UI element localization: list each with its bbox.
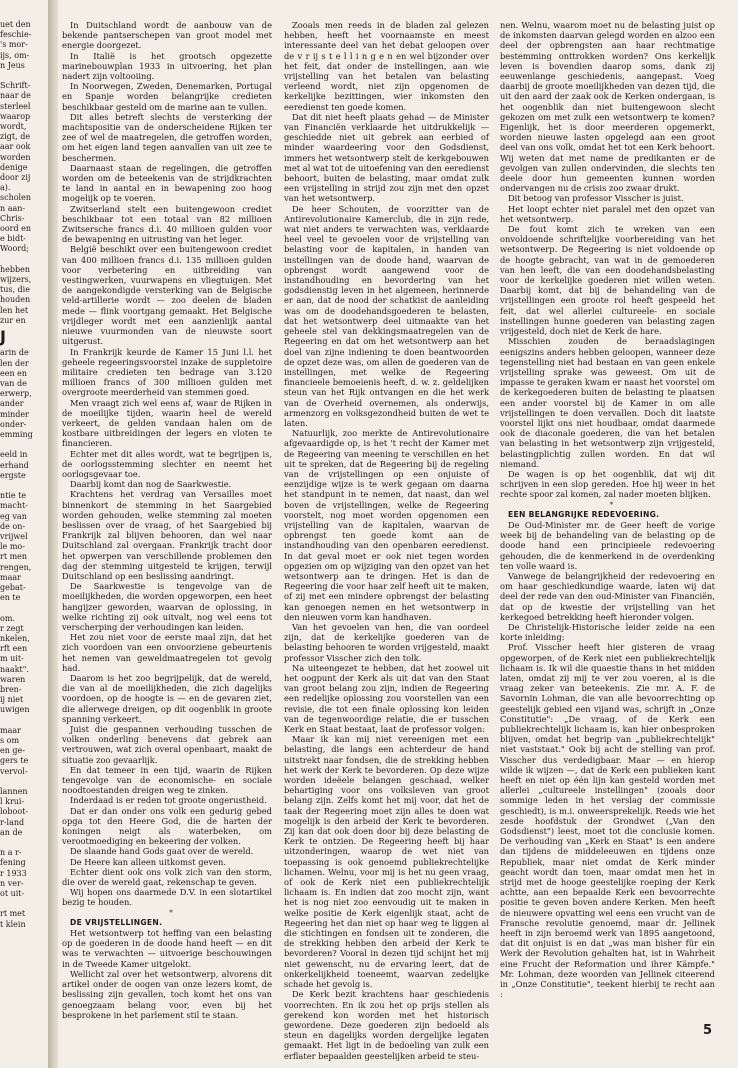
section-heading: EEN BELANGRIJKE REDEVOERING.: [508, 509, 660, 519]
paragraph: Dat er dan onder ons volk een gedurig gebed opga tot den Heere God, die de harten der koningen neigt als waterbeken, om verootmoediging en bekeering der volken.: [62, 805, 272, 847]
strip-line: macht-: [0, 501, 28, 511]
paragraph: Krachtens het verdrag van Versailles moet binnenkort de stemming in het Saargebied worden gehouden, welke stemming zal moeten beslissen over de vraag, of het Saargebied bij Frankrijk zal blijven behooren, dan wel naar Duitschland zal overgaan. Frankrijk tracht door het opwerpen van verschillende problemen den dag der stemming uitgesteld te krijgen, terwijl Duitschland op een beslissing aandringt.: [62, 489, 272, 581]
strip-line: n a r-: [0, 848, 22, 858]
strip-line: arin de: [0, 348, 29, 358]
strip-line: ijs, om-: [0, 50, 30, 60]
paragraph: Vanwege de belangrijkheid der redevoering en om haar geschiedkundige waarde, laten wij dat deel der rede van den oud-Minister van Financiën, dat op de kwestie der vrijstelling van het kerkegoed betrekking heeft hieronder volgen.: [500, 570, 715, 622]
strip-line: van de: [0, 378, 27, 388]
paragraph: In Italië is het grootsch opgezette marinebouwplan 1933 in uitvoering, het plan nadert zijn voltooiing.: [62, 50, 272, 82]
strip-line: t klein: [0, 919, 26, 929]
paragraph: De Kerk bezit krachtens haar geschiedenis voorrechten. En ik zou het op prijs stellen als gerekend kon worden met het historisch gewordene. Deze goederen zijn bedoeld als steun en dagelijks worden dergelijke legaten gemaakt. Het ligt in de bedoeling van zulk een erflater bepaalden geestelijken arbeid te steu-: [284, 989, 489, 1061]
strip-line: n ver-: [0, 878, 24, 888]
paragraph: Het wetsontwerp tot heffing van een belasting op de goederen in de doode hand heeft — en dit was te verwachten — uitvoerige beschouwingen in de Tweede Kamer uitgelokt.: [62, 928, 272, 969]
paragraph: En dat temeer in een tijd, waarin de Rijken tengevolge van de economische- en sociale noodtoestanden dreigen weg te zinken.: [62, 764, 272, 796]
paragraph: In Duitschland wordt de aanbouw van de bekende pantserschepen van groot model met energie doorgezet.: [62, 20, 272, 51]
paragraph: Zwitserland stelt een buitengewoon crediet beschikbaar tot een totaal van 82 millioen Zwitsersche francs d.i. 40 millioen gulden voor de bewapening en uitrusting van het leger.: [62, 203, 272, 245]
strip-line: feschie-: [0, 30, 32, 40]
strip-line: eg van: [0, 511, 27, 521]
strip-line: r 1933: [0, 868, 27, 878]
strip-line: [0, 777, 44, 787]
column-2: [284, 20, 489, 1061]
strip-line: waarop: [0, 111, 31, 121]
paragraph: De Heere kan alleen uitkomst geven.: [70, 856, 227, 867]
strip-line: bren-: [0, 685, 22, 694]
strip-line: scholen: [0, 193, 31, 203]
paragraph: nen. Welnu, waarom moet nu de belasting juist op de inkomsten daarvan gelegd worden en alzoo een deel der opbrengsten aan haar rechtmatige bestemming onttrokken worden? Ons kerkelijk leven is bovendien daarop soms, dank zij eeuwenlange geschiedenis, aangepast. Voeg daarbij de groote moeilijkheden van dezen tijd, die uit den aard der zaak ook de Kerken ondergaan, is het oogenblik dan niet buitengewoon slecht gekozen om met zulk een wetsontwerp te komen? Eigenlijk, het is door meerderen opgemerkt, worden nieuwe lasten opgelegd aan een groot deel van ons volk, omdat het tot een Kerk behoort. Wij weten dat met name de predikanten er de gevolgen van zullen ondervinden, die slechts ten deele door hun gemeenten kunnen worden ondervangen nu de crisis zoo zwaar drukt.: [500, 20, 715, 194]
strip-line: gers te: [0, 756, 29, 766]
strip-line: le mo-: [0, 542, 25, 552]
strip-line: [0, 838, 44, 848]
strip-line: maar: [0, 572, 21, 582]
strip-line: de on-: [0, 521, 26, 531]
strip-line: [0, 603, 44, 613]
section-heading: DE VRIJSTELLINGEN.: [70, 917, 163, 927]
strip-line: maar: [0, 725, 21, 735]
strip-line: e bidt-: [0, 234, 26, 244]
paragraph: De slaande hand Gods gaat over de wereld.: [70, 846, 254, 857]
strip-line: onder-: [0, 419, 27, 429]
paragraph: Dit alles betreft slechts de versterking der machtspositie van de onderscheidene Rijken ter zee of wel de maatregelen, die getroffen worden, om het eigen land tegen aanvallen van uit zee te beschermen.: [62, 111, 272, 163]
strip-line: Chris-: [0, 213, 25, 223]
strip-line: [0, 71, 44, 81]
strip-line: gebat-: [0, 582, 26, 592]
left-strip-column: [0, 20, 44, 1038]
page-binding-shadow: [48, 0, 58, 1068]
strip-line: zigt, de: [0, 132, 31, 142]
paragraph: De heer Schouten, de voorzitter van de Antirevolutionaire Kamerclub, die in zijn rede, wat niet anders te verwachten was, verklaarde heel veel te gevoelen voor de vrijstelling van belasting voor de kapitalen, in handen van instellingen van de doode hand, waarvan de opbrengst wordt aangewend voor de instandhouding en bevordering van het godsdienstig leven in het algemeen, herinnerde er aan, dat de nood der schatkist de aanleiding was om de doodehandsgoederen te belasten, dat het wetsontwerp deel uitmaakte van het geheele stel van dekkingsmaatregelen van de Regeering en dat om het wetsontwerp aan het doel van zijne indiening te doen beantwoorden de opzet deze was, om allen de goederen van de instellingen, met welke de Regeering financieele bemoeienis heeft, d. w. z. geldelijken steun van het Rijk ontvangen en die het werk van de Overheid overnemen, als onderwijs, armenzorg en volksgezondheid buiten de wet te laten.: [284, 203, 489, 428]
strip-line: door zij: [0, 173, 31, 183]
paragraph: Men vraagt zich wel eens af, waar de Rijken in de moeilijke tijden, waarin heel de wereld verkeert, de gelden vandaan halen om de kostbare uitbreidingen der legers en vloten te financieren.: [62, 397, 272, 449]
strip-line: rt men: [0, 552, 28, 562]
strip-line: [0, 481, 44, 491]
strip-line: fening: [0, 858, 26, 868]
strip-line: len der: [0, 358, 29, 368]
strip-line: naar de: [0, 91, 31, 101]
paragraph: Wij hopen ons daarmede D.V. in een slotartikel bezig te houden.: [62, 887, 272, 908]
strip-line: worden: [0, 152, 31, 162]
paragraph: De Oud-Minister mr. de Geer heeft de vorige week bij de behandeling van de belasting op de doode hand een principieele redevoering gehouden, die de kenmerkend in de overdenking ten volle waard is.: [500, 519, 715, 571]
paragraph: Van het gevoelen van hen, die van oordeel zijn, dat de kerkelijke goederen van de belasting behooren te worden vrijgesteld, maakt professor Visscher zich den tolk.: [284, 621, 489, 663]
strip-line: hebben: [0, 264, 31, 274]
strip-line: aar ook: [0, 142, 31, 152]
strip-line: zur en: [0, 315, 26, 325]
paragraph: Dit betoog van professor Visscher is juist.: [508, 193, 684, 204]
paragraph: De fout komt zich te wreken van een onvoldoende schriftelijke voorbereiding van het wetsontwerp. De Regeering is niet voldoende op de hoogte gebracht, van wat in de gemoederen van hen leeft, die van een doodehandsbelasting voor de kerkelijke goederen niet willen weten. Daarbij komt, dat bij de behandeling van de vrijstellingen een groote rol heeft gespeeld het feit, dat wel allerlei cultureele- en sociale instellingen hunne goederen van belasting zagen vrijgesteld, doch niet de Kerk de hare.: [500, 224, 715, 337]
strip-line: a).: [0, 183, 11, 193]
strip-line: emming: [0, 429, 33, 439]
strip-line: m uit-: [0, 654, 24, 664]
strip-line: Woord;: [0, 244, 29, 254]
section-separator: *: [169, 908, 173, 917]
paragraph: De wagen is op het oogenblik, dat wij dit schrijven in een slop gereden. Hoe hij weer in het rechte spoor zal komen, zal nader moeten blijken.: [500, 468, 715, 500]
strip-line: [0, 255, 44, 265]
strip-line: ot uit-: [0, 889, 25, 899]
paragraph: De Christelijk-Historische leider zeide na een korte inleiding:: [500, 621, 715, 643]
paragraph: Echter dient ook ons volk zich van den storm, die over de wereld gaat, rekenschap te geven.: [62, 866, 272, 888]
paragraph: Daarom is het zoo begrijpelijk, dat de wereld, die van al de moeilijkheden, die zich dagelijks voordoen, op de hoogte is — en de gevaren ziet, die allerwege dreigen, op dit oogenblik in groote spanning verkeert.: [62, 673, 272, 724]
strip-line: erhand: [0, 460, 29, 470]
paragraph: De Saarkwestie is tengevolge van de moeilijkheden, die worden opgeworpen, een heet hangijzer geworden, waarvan de oplossing, in welke richting zij ook uitvalt, nog wel eens tot verscherping der verhoudingen kan leiden.: [62, 581, 272, 632]
strip-line: een en: [0, 368, 28, 378]
paragraph: In Noorwegen, Zweden, Denemarken, Portugal en Spanje worden belangrijke credieten beschikbaar gesteld om de marine aan te vullen.: [62, 81, 272, 112]
strip-line: minder: [0, 409, 29, 419]
paragraph: Zooals men reeds in de bladen zal gelezen hebben, heeft het voornaamste en meest interessante deel van het debat geloopen over de v r ij s t e l l i n g e n en wel bijzonder over het feit, dat onder de instellingen, aan wie vrijstelling van het betalen van belasting verleend wordt, niet zijn opgenomen de kerkelijke bezittingen, wier inkomsten den eeredienst ten goede komen.: [284, 20, 489, 112]
strip-line: [0, 899, 44, 909]
paragraph: Juist die gespannen verhouding tusschen de volken onderling benevens dat gebrek aan vertrouwen, wat zich overal openbaart, maakt de situatie zoo gevaarlijk.: [62, 724, 272, 765]
strip-line: waren: [0, 674, 26, 684]
strip-line: wordt,: [0, 122, 27, 132]
strip-line: wijzers,: [0, 275, 32, 285]
strip-line: r-land: [0, 817, 25, 827]
strip-line: ij niet: [0, 695, 24, 705]
strip-line: vrijwel: [0, 531, 28, 541]
strip-line: uwigen: [0, 705, 30, 715]
paragraph: Wellicht zal over het wetsontwerp, alvorens dit artikel onder de oogen van onze lezers komt, de beslissing zijn gevallen, toch komt het ons van genoegzaam belang voor, even bij het besprokene in het parlement stil te staan.: [62, 968, 272, 1020]
strip-line: [0, 440, 44, 450]
paragraph: Maar ik kan mij niet vereenigen met een belasting, die langs een achterdeur de hand uitstrekt naar fondsen, die de strekking hebben het werk der Kerk te bevorderen. Op deze wijze worden ideëele belangen geschaad, welker behartiging voor ons volksleven van groot belang zijn. Zelfs komt het mij voor, dat het de taak der Regeering moet zijn alles te doen wat mogelijk is den arbeid der Kerk te bevorderen. Zij kan dat ook doen door bij deze belasting de Kerk te ontzien. De Regeering heeft bij haar uitzonderingen, waarop de wet niet van toepassing is ook genoemd publiekrechtelijke lichamen. Welnu, voor mij is het nu geen vraag, of ook de Kerk niet een publiekrechtelijk lichaam is. En indien dat zoo mocht zijn, want het is nog niet zoo eenvoudig uit te maken in welke positie de Kerk eigenlijk staat, acht de Regeering het dan niet op haar weg te liggen al die stichtingen en fondsen uit te zonderen, die de strekking hebben den arbeid der Kerk te bevorderen? Vooral in dezen tijd schijnt het mij niet gewenscht, nu de ervaring leert, dat de onkerkelijkheid toeneemt, waarvan zedelijke schade het gevolg is.: [284, 734, 489, 990]
strip-line: ergste: [0, 470, 26, 480]
strip-line: eeld in: [0, 450, 28, 460]
strip-line: rft een: [0, 644, 28, 654]
paragraph: Dat dit niet heeft plaats gehad — de Minister van Financiën verklaarde het uitdrukkelijk — geschiedde niet uit gebrek aan eerbied of minder waardeering voor den Godsdienst, immers het wetsontwerp stelt de kerkgebouwen met al wat tot de uitoefening van den eeredienst behoort, buiten de belasting, maar omdat zulk een vrijstelling in strijd zou zijn met den opzet van het wetsontwerp.: [284, 111, 489, 204]
strip-line: s om: [0, 736, 20, 746]
strip-line: l krui-: [0, 797, 25, 807]
paragraph: Daarbij komt dan nog de Saarkwestie.: [70, 479, 232, 490]
strip-line: loboot-: [0, 807, 29, 817]
strip-line: 's mor-: [0, 40, 28, 50]
strip-line: erwerp,: [0, 389, 32, 399]
paragraph: Prof. Visscher heeft hier gisteren de vraag opgeworpen, of de Kerk niet een publiekrechtelijk lichaam is. Ik wil die quaestie thans in het midden laten, omdat zij mij te ver zou voeren, al is die vraag zeker van beteekenis. Zie mr. A. F. de Savornin Lohman, die van alle bevoorrechting op geestelijk gebied een vijand was, schrijft in „Onze Constitutie": „De vraag, of de Kerk een publiekrechtelijk lichaam is, kan hier onbesproken blijven, omdat het begrip van „publiekrechtelijk" niet vaststaat." Ook bij acht de stelling van prof. Visscher dus verdedigbaar. Maar — en hierop wilde ik wijzen —, dat de Kerk een publieken kant heeft en niet op één lijn kan gesteld worden met allerlei „cultureele instellingen" (zooals door sommige leden in het verslag der commissie geschiedt), is m.i. onweersprekelijk. Reeds wie het zesde hoofdstuk der Grondwet („Van den Godsdienst") leest, moet tot die conclusie komen. De verhouding van „Kerk en Staat" is een andere dan tijdens de middeleeuwen en tijdens onze Republiek, maar niet omdat de Kerk minder geacht wordt dan toen, maar omdat men het in strijd met de hooge geestelijke roeping der Kerk achtte, aan een bepaalde Kerk een bevoorrechte positie te geven boven andere Kerken. Men heeft de nieuwere opvatting wel eens een vrucht van de Fransche revolutie genoemd, maar dr. Jellinek heeft in zijn beroemd werk van 1895 aangetoond, dat dit onjuist is en dat „was man bisher für ein Werk der Revolution gehalten hat, ist in Wahrheit eine Frucht der Reformation und ihrer Kämpfe." Mr. Lohman, deze woorden van Jellinek citeerend in „Onze Constitutie", teekent hierbij te recht aan :: [500, 642, 715, 1000]
strip-line: om.: [0, 613, 15, 623]
paragraph: Daarnaast staan de regelingen, die getroffen worden om de beteekenis van de strijdkrachten te land in aantal en in bewapening zoo hoog mogelijk op te voeren.: [62, 162, 272, 204]
strip-line: sterleel: [0, 101, 31, 111]
strip-line: lannen: [0, 787, 28, 797]
paragraph: Na uiteengezet te hebben, dat het zoowel uit het oogpunt der Kerk als uit dat van den Staat van groot belang zou zijn, indien de Regeering een redelijke oplossing zou voorstellen van een revisie, die tot een finale oplossing kon leiden van de tegenwoordige relatie, die er tusschen Kerk en Staat bestaat, laat de professor volgen:: [284, 662, 489, 735]
section-separator: *: [609, 500, 614, 509]
strip-line: n aan-: [0, 203, 26, 213]
paragraph: Natuurlijk, zoo merkte de Antirevolutionaire afgevaardigde op, is het 't recht der Kamer met de Regeering van meening te verschillen en het uit te spreken, dat de Regeering bij de regeling van de vrijstellingen op een onjuiste of eenzijdige wijze is te werk gegaan om daarna het standpunt in te nemen, dat naast, dan wel boven de vrijstellingen, welke de Regeering voorstelt, nog moet worden opgenomen een vrijstelling van de kapitalen, waarvan de opbrengst ten goede komt aan de instandhouding van den openbaren eeredienst. In dat geval moet er ook niet tegen worden opgezien om op wijziging van den opzet van het wetsontwerp aan te dringen. Het is dan de Regeering die voor haar zelf heeft uit te maken, of zij met een mindere opbrengst der belasting kan genoegen nemen en het wetsontwerp in den nieuwen vorm kan handhaven.: [284, 428, 489, 622]
strip-line: an de: [0, 827, 23, 837]
strip-line: ntie te: [0, 491, 27, 501]
paragraph: In Frankrijk keurde de Kamer 15 Juni l.l. het geheele regeeringsvoorstel inzake de suppletoire militaire credieten ten bedrage van 3.120 millioen francs of 300 millioen gulden met overgroote meerderheid van stemmen goed.: [62, 346, 272, 398]
strip-line: rengen,: [0, 562, 32, 572]
strip-line: ander: [0, 399, 24, 409]
strip-line: uet den: [0, 20, 31, 29]
strip-line: en te: [0, 593, 21, 603]
page-number: 5: [702, 1023, 712, 1038]
column-3: [500, 20, 715, 1038]
strip-line: vervol-: [0, 766, 28, 776]
paragraph: België beschikt over een buitengewoon crediet van 400 millioen francs d.i. 135 millioen gulden voor verbetering en uitbreiding van vestingwerken, vuurwapens en vliegtuigen. Met de aangekondigde versterking van de Belgische veld-artillerie wordt — zoo deelen de bladen mede — flink voortgang gemaakt. Het Belgische vrijdleger wordt met een aanzienlijk aantal nieuwe vuurmonden van de nieuwste soort uitgerust.: [62, 244, 272, 347]
paragraph: Misschien zouden de beraadslagingen eenigszins anders hebben geloopen, wanneer deze tegenstelling niet had bestaan en van geen enkele vrijstelling sprake was geweest. Om uit de impasse te geraken kwam er naast het voorstel om de kerkegoederen buiten de belasting te plaatsen een ander voorstel bij de Kamer in om alle vrijstellingen te doen vervallen. Doch dit laatste voorstel lijkt ons niet houdbaar, omdat daarmede ook de diaconale goederen, die van het betalen van belasting in het wetsontwerp zijn vrijgesteld, belastingplichtig zullen worden. En dat wil niemand.: [500, 336, 715, 469]
strip-line: en ge-: [0, 746, 25, 756]
drop-letter: J: [0, 327, 6, 347]
strip-line: rt met: [0, 909, 26, 919]
strip-line: nkelen,: [0, 633, 30, 643]
strip-line: Schrift-: [0, 81, 31, 91]
paragraph: Echter met dit alles wordt, wat te begrijpen is, de oorlogsstemming slechter en neemt het oorlogsgevaar toe.: [62, 448, 272, 479]
strip-line: denige: [0, 162, 28, 172]
strip-line: naakt".: [0, 664, 29, 674]
column-1: [62, 20, 272, 1038]
strip-line: tus, die: [0, 285, 30, 295]
strip-line: n Jeus: [0, 60, 25, 70]
strip-line: r zegt: [0, 623, 24, 633]
paragraph: Het zou niet voor de eerste maal zijn, dat het zich voordoen van een onvoorziene gebeurtenis het nemen van geweldmaatregelen tot gevolg had.: [62, 632, 272, 673]
strip-line: [0, 716, 44, 726]
paragraph: Het loopt echter niet paralel met den opzet van het wetsontwerp.: [500, 203, 715, 224]
strip-line: len het: [0, 305, 29, 315]
strip-line: houden: [0, 295, 31, 305]
strip-line: oord en: [0, 224, 32, 234]
paragraph: Inderdaad is er reden tot groote ongerustheid.: [70, 795, 267, 806]
